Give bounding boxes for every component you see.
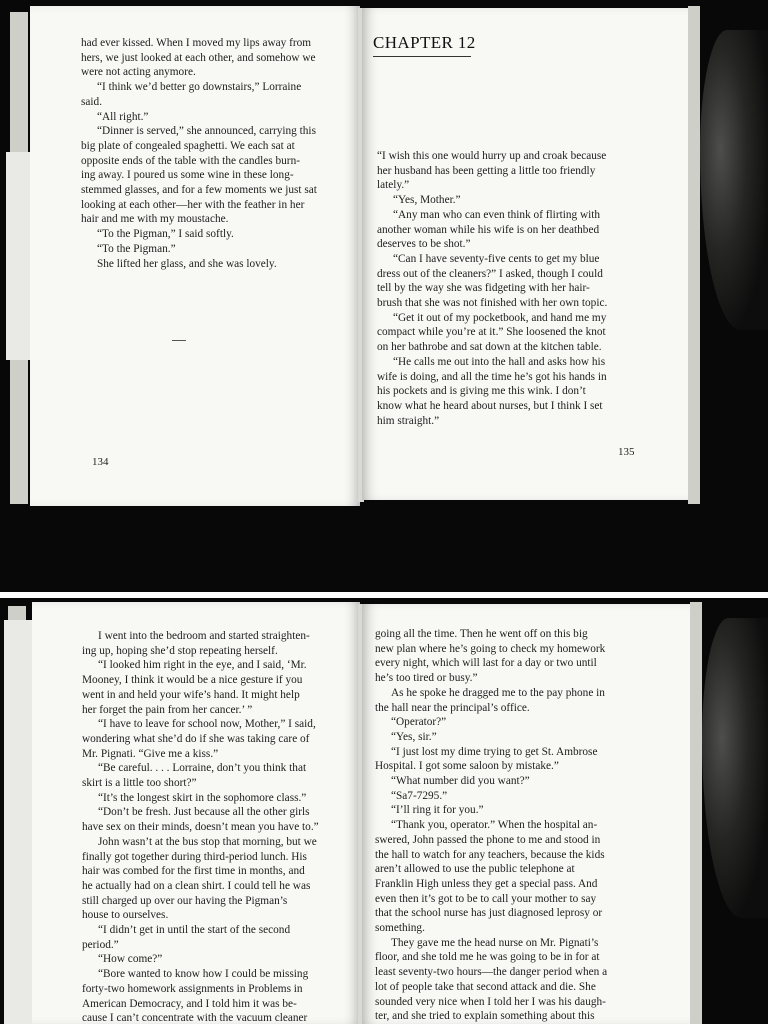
text-line: John wasn’t at the bus stop that morning, but we	[98, 835, 317, 848]
text-line: said.	[81, 95, 103, 108]
text-line: new plan where he’s going to check my homework	[375, 642, 606, 655]
text-line: Franklin High unless they get a special pass. And	[375, 877, 598, 890]
text-line: “What number did you want?”	[391, 775, 530, 788]
text-line: I went into the bedroom and started straighten-	[98, 630, 310, 642]
text-line: her husband has been getting a little too friendly	[377, 164, 596, 177]
text-line: forty-two homework assignments in Problems in	[82, 982, 303, 995]
text-line: Mr. Pignati. “Give me a kiss.”	[82, 747, 219, 760]
text-line: compact while you’re at it.” She loosened the knot	[377, 326, 606, 339]
text-line: have sex on their minds, doesn’t mean you have to.”	[82, 821, 319, 834]
text-line: skirt is a little too short?”	[82, 777, 197, 790]
text-line: the hall near the principal’s office.	[375, 701, 530, 714]
text-line: least seventy-two hours—the danger period when a	[375, 966, 608, 979]
text-line: She lifted her glass, and she was lovely.	[97, 257, 277, 270]
text-line: that the school nurse has just diagnosed leprosy or	[375, 907, 603, 920]
cover-edge-strip-bottom	[4, 620, 32, 1024]
chapter-title: CHAPTER 12	[373, 33, 476, 52]
text-line: ing up, hoping she’d stop repeating herself.	[82, 644, 278, 657]
text-line: know what he heard about nurses, but I think I set	[377, 399, 603, 412]
text-line: another woman while his wife is on her deathbed	[377, 223, 600, 236]
text-line: American Democracy, and I told him it was be-	[82, 997, 297, 1010]
text-line: sounded very nice when I told her I was his daugh-	[375, 995, 606, 1008]
text-line: “I just lost my dime trying to get St. Ambrose	[391, 745, 598, 758]
text-line: house to ourselves.	[82, 909, 169, 922]
text-line: hair was combed for the first time in months, and	[82, 865, 305, 878]
text-line: even then it’s got to be to call your mother to say	[375, 892, 597, 905]
text-line: “I wish this one would hurry up and croak because	[377, 150, 607, 162]
text-line: her forget the pain from her cancer.’ ”	[82, 703, 253, 716]
text-line: “Get it out of my pocketbook, and hand me my	[393, 311, 607, 324]
text-line: tell by the way she was fidgeting with her hair-	[377, 282, 590, 295]
text-line: “Be careful. . . . Lorraine, don’t you think that	[98, 762, 307, 775]
text-line: floor, and she told me he was going to be in for at	[375, 951, 600, 964]
text-block-bottom-right	[375, 627, 637, 1024]
text-line: had ever kissed. When I moved my lips away from	[81, 37, 312, 49]
text-block-page-134	[81, 36, 353, 271]
text-line: he actually had on a clean shirt. I could tell he was	[82, 879, 311, 892]
text-line: “Can I have seventy-five cents to get my blue	[393, 252, 600, 265]
text-line: wife is doing, and all the time he’s got his hands in	[377, 370, 607, 383]
text-line: Hospital. I got some saloon by mistake.”	[375, 760, 559, 773]
text-line: “All right.”	[97, 110, 149, 123]
text-line: aren’t allowed to use the public telephone at	[375, 863, 575, 876]
text-line: dress out of the cleaners?” I asked, though I could	[377, 267, 603, 280]
text-line: They gave me the head nurse on Mr. Pignati’s	[391, 936, 599, 949]
text-line: the hall to watch for any teachers, because the kids	[375, 848, 605, 861]
text-line: opposite ends of the table with the candles burn-	[81, 154, 300, 167]
text-line: going all the time. Then he went off on this big	[375, 628, 588, 640]
hair-shadow-image-bottom	[702, 618, 768, 918]
text-line: “Yes, Mother.”	[393, 194, 461, 207]
text-line: Mooney, I think it would be a nice gesture if you	[82, 674, 303, 687]
text-line: “I’ll ring it for you.”	[391, 804, 484, 817]
text-line: finally got together during third-period lunch. His	[82, 850, 307, 863]
text-line: “I looked him right in the eye, and I said, ‘Mr.	[98, 659, 307, 672]
text-line: “Thank you, operator.” When the hospital an-	[391, 819, 598, 832]
text-line: As he spoke he dragged me to the pay phone in	[391, 686, 605, 699]
scan-bottom	[0, 598, 768, 1024]
text-line: “I think we’d better go downstairs,” Lorraine	[97, 81, 302, 94]
chapter-rule	[373, 56, 471, 57]
text-line: ter, and she tried to explain something about this	[375, 1010, 595, 1023]
text-line: were not acting anymore.	[81, 66, 196, 79]
text-line: deserves to be shot.”	[377, 238, 471, 251]
text-line: “Sa7-7295.”	[391, 789, 448, 802]
text-line: lot of people take that second attack and die. She	[375, 980, 596, 993]
text-line: cause I can’t concentrate with the vacuum cleaner	[82, 1012, 308, 1024]
book-cover-edge-right	[688, 6, 700, 504]
text-line: “Don’t be fresh. Just because all the other girls	[98, 806, 310, 819]
text-line: “Dinner is served,” she announced, carrying this	[97, 125, 316, 138]
text-line: looking at each other—her with the feather in her	[81, 198, 305, 211]
text-line: went in and held your wife’s hand. It might help	[82, 688, 300, 701]
text-line: brush that she was not finished with her own topic.	[377, 297, 608, 310]
text-line: every night, which will last for a day or two until	[375, 657, 597, 670]
text-line: still charged up over our having the Pigman’s	[82, 894, 288, 907]
text-line: “It’s the longest skirt in the sophomore class.”	[98, 791, 307, 804]
text-line: “How come?”	[98, 953, 163, 966]
text-line: big plate of congealed spaghetti. We each sat at	[81, 139, 295, 152]
cover-edge-strip	[6, 152, 32, 360]
text-line: “I didn’t get in until the start of the second	[98, 924, 291, 937]
text-line: “To the Pigman,” I said softly.	[97, 228, 234, 241]
text-line: “I have to leave for school now, Mother,” I said,	[98, 718, 316, 731]
text-line: “To the Pigman.”	[97, 242, 176, 255]
text-line: “Operator?”	[391, 716, 447, 729]
page-number-135: 135	[618, 446, 635, 458]
book-cover-edge-right-bottom	[690, 602, 702, 1024]
hair-shadow-image	[700, 30, 768, 330]
text-line: stemmed glasses, and for a few moments we just sat	[81, 184, 317, 197]
text-line: hair and me with my moustache.	[81, 213, 229, 226]
page-number-134: 134	[92, 456, 109, 468]
text-line: something.	[375, 922, 425, 935]
text-line: period.”	[82, 938, 119, 951]
text-line: lately.”	[377, 179, 410, 192]
text-line: “Bore wanted to know how I could be missing	[98, 968, 309, 981]
text-block-bottom-left	[82, 629, 354, 1024]
text-block-page-135	[377, 149, 639, 428]
text-line: “Any man who can even think of flirting with	[393, 208, 601, 221]
text-line: hers, we just looked at each other, and somehow we	[81, 51, 316, 64]
text-line: his pockets and is giving me this wink. I don’t	[377, 385, 586, 398]
text-line: ing away. I poured us some wine in these long-	[81, 169, 294, 182]
text-line: “Yes, sir.”	[391, 730, 437, 743]
text-line: swered, John passed the phone to me and stood in	[375, 833, 601, 846]
text-line: wondering what she’d do if she was taking care of	[82, 732, 310, 745]
scan-mark	[172, 340, 186, 341]
text-line: he’s too tired or busy.”	[375, 672, 478, 685]
text-line: on her bathrobe and sat down at the kitchen table.	[377, 341, 602, 354]
text-line: “He calls me out into the hall and asks how his	[393, 355, 606, 368]
text-line: him straight.”	[377, 414, 440, 427]
